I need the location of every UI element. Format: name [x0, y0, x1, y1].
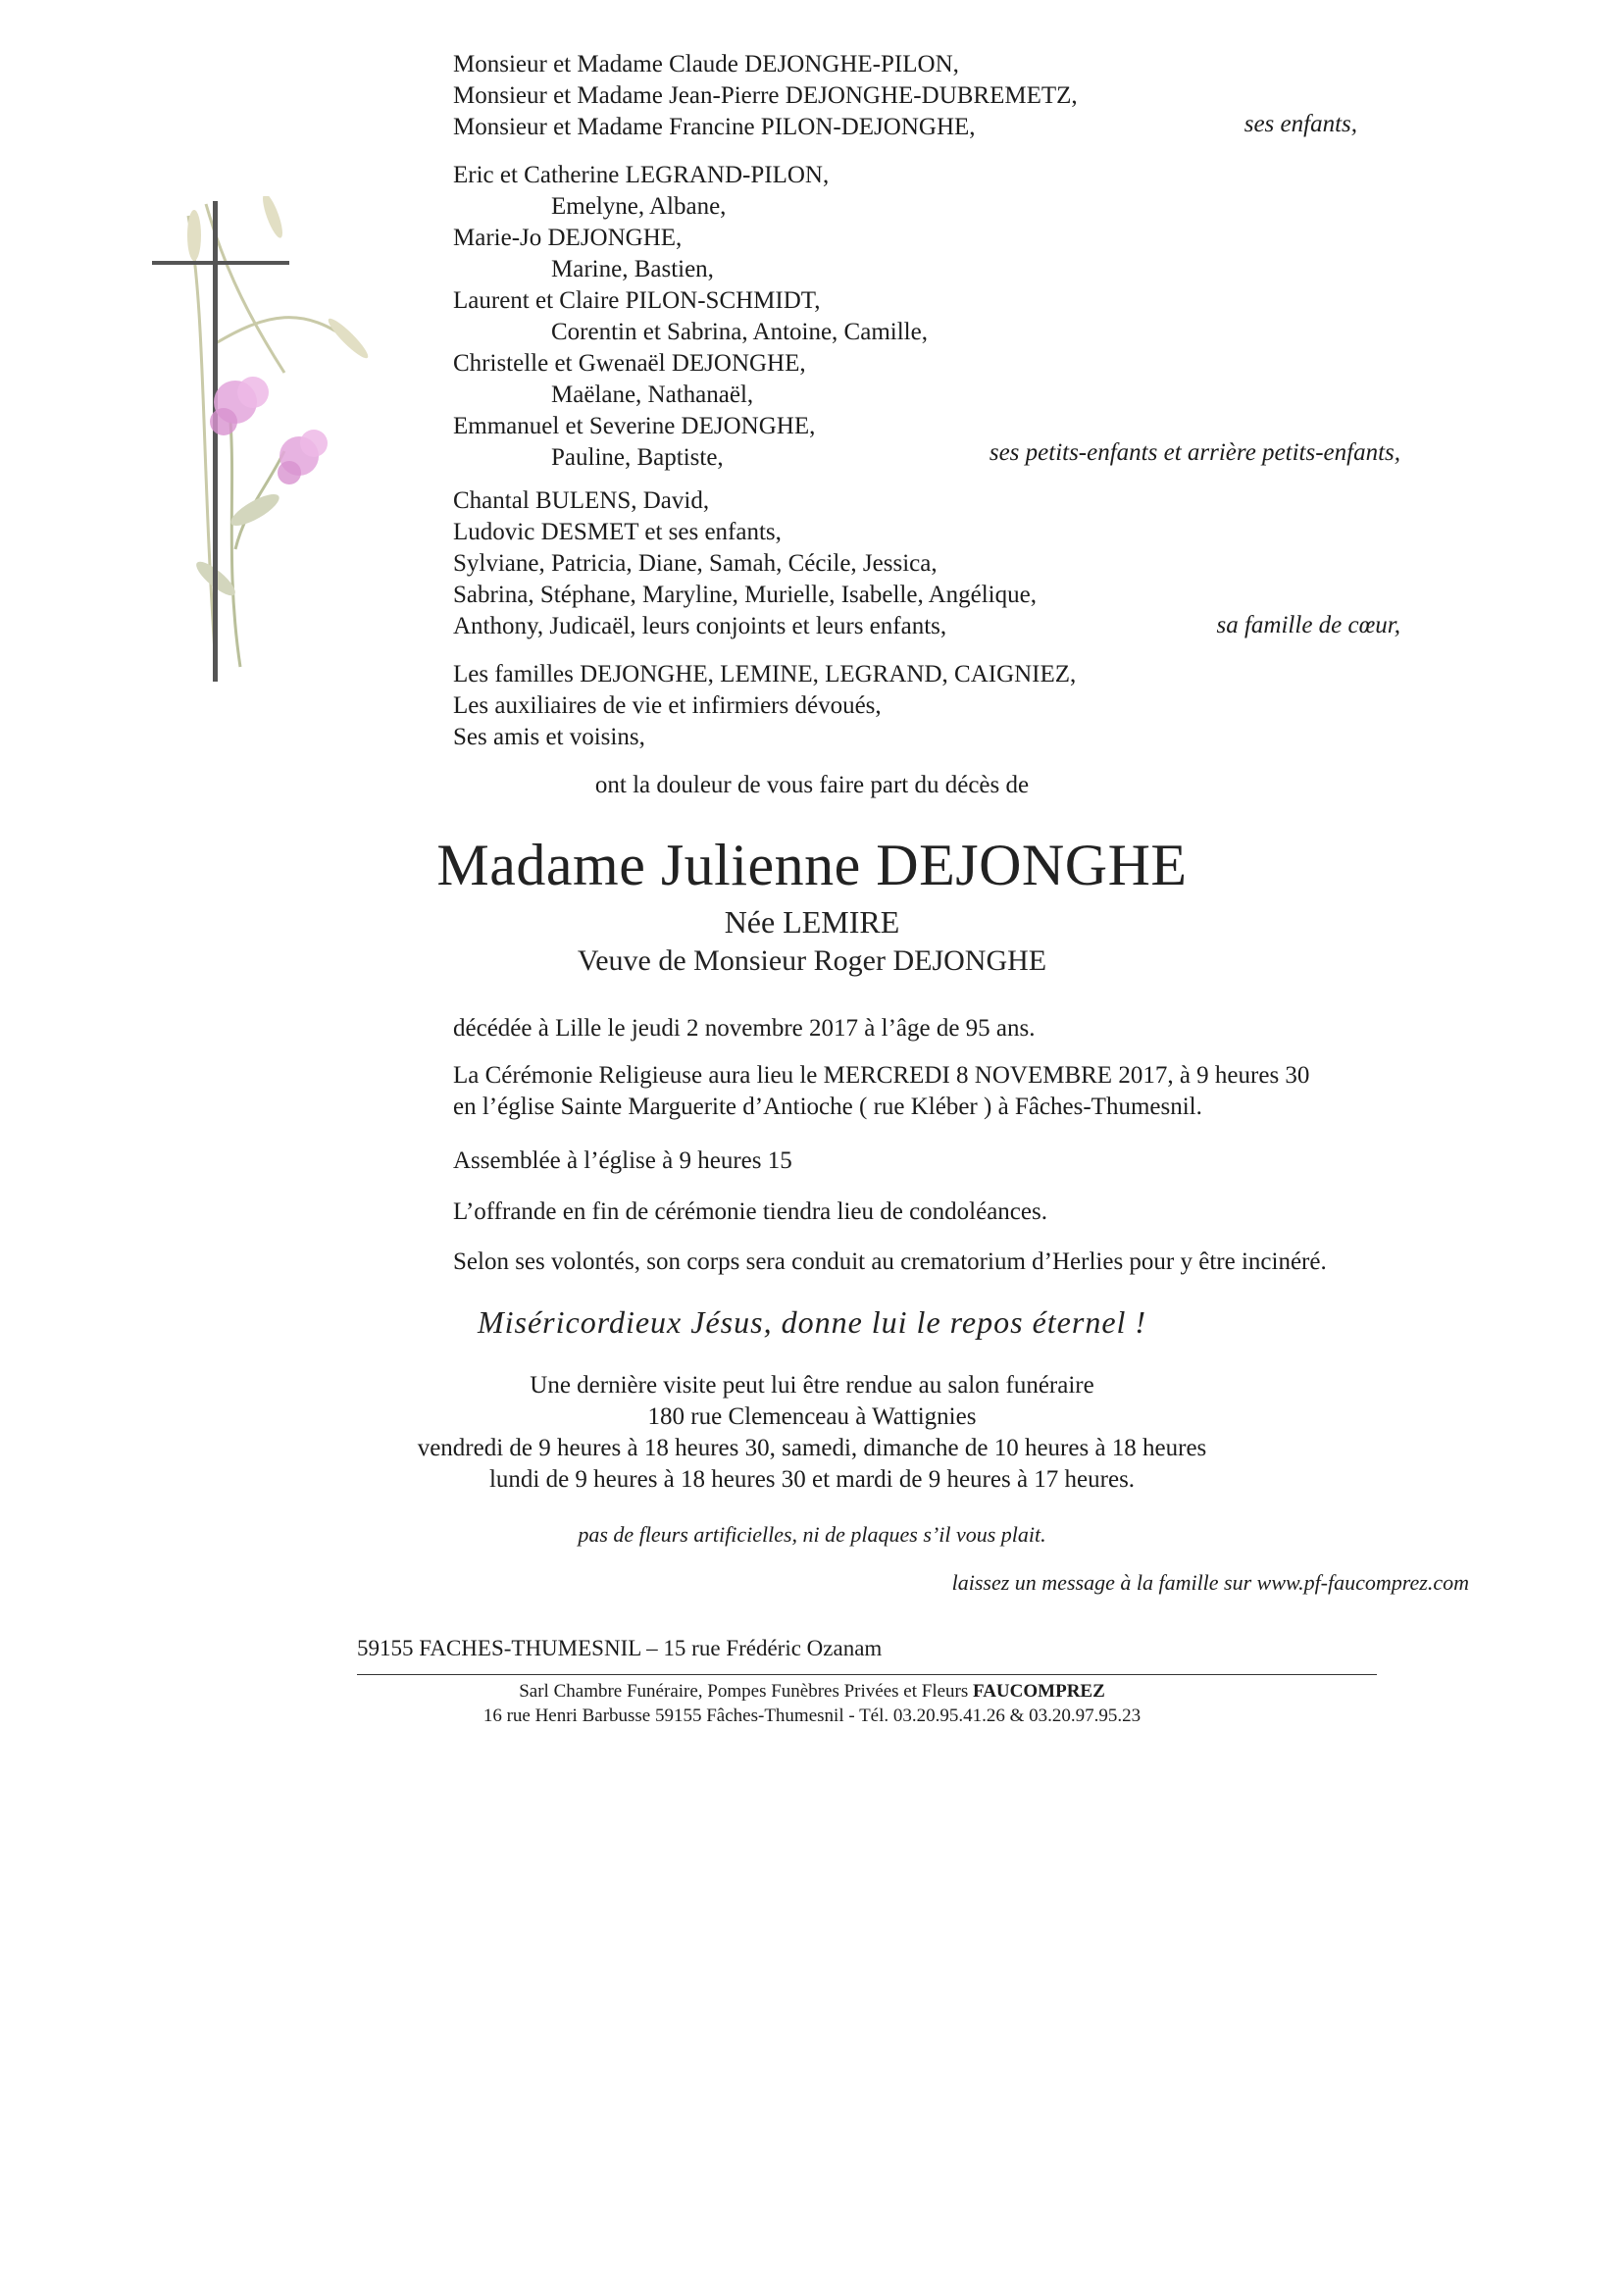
grandchildren-caption: ses petits-enfants et arrière petits-enfants, — [989, 439, 1400, 466]
children-line: Monsieur et Madame Jean-Pierre DEJONGHE-DUBREMETZ, — [453, 82, 1078, 109]
maiden-name: Née LEMIRE — [724, 904, 900, 940]
footer-line-1 — [0, 1679, 1624, 1704]
footer-company: Sarl Chambre Funéraire, Pompes Funèbres Privées et Fleurs — [519, 1681, 969, 1702]
message-note: laissez un message à la famille sur www.pf-faucomprez.com — [951, 1570, 1469, 1595]
heart-family-line: Chantal BULENS, David, — [453, 487, 710, 514]
deceased-name: Madame Julienne DEJONGHE — [436, 833, 1188, 897]
ceremony-line-2: en l’église Sainte Marguerite d’Antioche ( rue Kléber ) à Fâches-Thumesnil. — [453, 1094, 1202, 1120]
children-list — [453, 49, 1078, 143]
footer-line-2: 16 rue Henri Barbusse 59155 Fâches-Thumesnil - Tél. 03.20.95.41.26 & 03.20.97.95.23 — [482, 1706, 1142, 1726]
grandchildren-line: Marie-Jo DEJONGHE, — [453, 225, 683, 251]
widow-line: Veuve de Monsieur Roger DEJONGHE — [577, 944, 1047, 977]
children-line: Monsieur et Madame Francine PILON-DEJONGHE, — [453, 114, 976, 140]
visit-line: lundi de 9 heures à 18 heures 30 et mardi de 9 heures à 17 heures. — [488, 1466, 1136, 1493]
others-list — [453, 659, 1076, 753]
heart-family-line: Sabrina, Stéphane, Maryline, Murielle, Isabelle, Angélique, — [453, 582, 1037, 608]
no-flowers-note: pas de fleurs artificielles, ni de plaques s’il vous plait. — [578, 1522, 1046, 1547]
announcement-intro: ont la douleur de vous faire part du décès de — [594, 772, 1030, 798]
visit-line: 180 rue Clemenceau à Wattignies — [647, 1403, 977, 1430]
children-caption: ses enfants, — [1243, 111, 1357, 137]
grandchildren-line: Emelyne, Albane, — [551, 193, 727, 220]
children-line: Monsieur et Madame Claude DEJONGHE-PILON, — [453, 51, 959, 77]
prayer-line: Miséricordieux Jésus, donne lui le repos éternel ! — [477, 1304, 1147, 1340]
grandchildren-line: Christelle et Gwenaël DEJONGHE, — [453, 350, 806, 377]
address-line: 59155 FACHES-THUMESNIL – 15 rue Frédéric Ozanam — [357, 1636, 883, 1660]
heart-family-caption: sa famille de cœur, — [1216, 612, 1400, 638]
assembly-details: Assemblée à l’église à 9 heures 15 — [453, 1147, 792, 1174]
footer — [0, 1679, 1624, 1728]
heart-family-line: Sylviane, Patricia, Diane, Samah, Cécile, Jessica, — [453, 550, 938, 577]
grandchildren-line: Marine, Bastien, — [551, 256, 714, 282]
death-details: décédée à Lille le jeudi 2 novembre 2017 à l’âge de 95 ans. — [453, 1015, 1036, 1042]
grandchildren-line: Laurent et Claire PILON-SCHMIDT, — [453, 287, 821, 314]
cremation-details: Selon ses volontés, son corps sera conduit au crematorium d’Herlies pour y être incinéré. — [453, 1248, 1327, 1275]
others-line: Les familles DEJONGHE, LEMINE, LEGRAND, CAIGNIEZ, — [453, 661, 1077, 687]
grandchildren-list — [453, 160, 928, 474]
grandchildren-line: Eric et Catherine LEGRAND-PILON, — [453, 162, 830, 188]
heart-family-line: Ludovic DESMET et ses enfants, — [453, 519, 782, 545]
heart-family-line: Anthony, Judicaël, leurs conjoints et leurs enfants, — [453, 613, 947, 639]
others-line: Ses amis et voisins, — [453, 724, 645, 750]
visit-line: vendredi de 9 heures à 18 heures 30, samedi, dimanche de 10 heures à 18 heures — [417, 1435, 1207, 1461]
visit-line: Une dernière visite peut lui être rendue au salon funéraire — [530, 1372, 1094, 1399]
visit-info — [0, 1370, 1624, 1496]
others-line: Les auxiliaires de vie et infirmiers dévoués, — [453, 692, 882, 719]
footer-brand: FAUCOMPREZ — [973, 1681, 1105, 1702]
heart-family-list — [453, 485, 1037, 642]
grandchildren-line: Maëlane, Nathanaël, — [551, 382, 754, 408]
ceremony-line-1: La Cérémonie Religieuse aura lieu le MERCREDI 8 NOVEMBRE 2017, à 9 heures 30 — [453, 1062, 1310, 1089]
grandchildren-line: Corentin et Sabrina, Antoine, Camille, — [551, 319, 928, 345]
footer-divider — [357, 1674, 1377, 1675]
cross-with-flowers-illustration — [147, 196, 382, 687]
grandchildren-line: Emmanuel et Severine DEJONGHE, — [453, 413, 816, 439]
offering-details: L’offrande en fin de cérémonie tiendra lieu de condoléances. — [453, 1198, 1047, 1225]
grandchildren-line: Pauline, Baptiste, — [551, 444, 724, 471]
